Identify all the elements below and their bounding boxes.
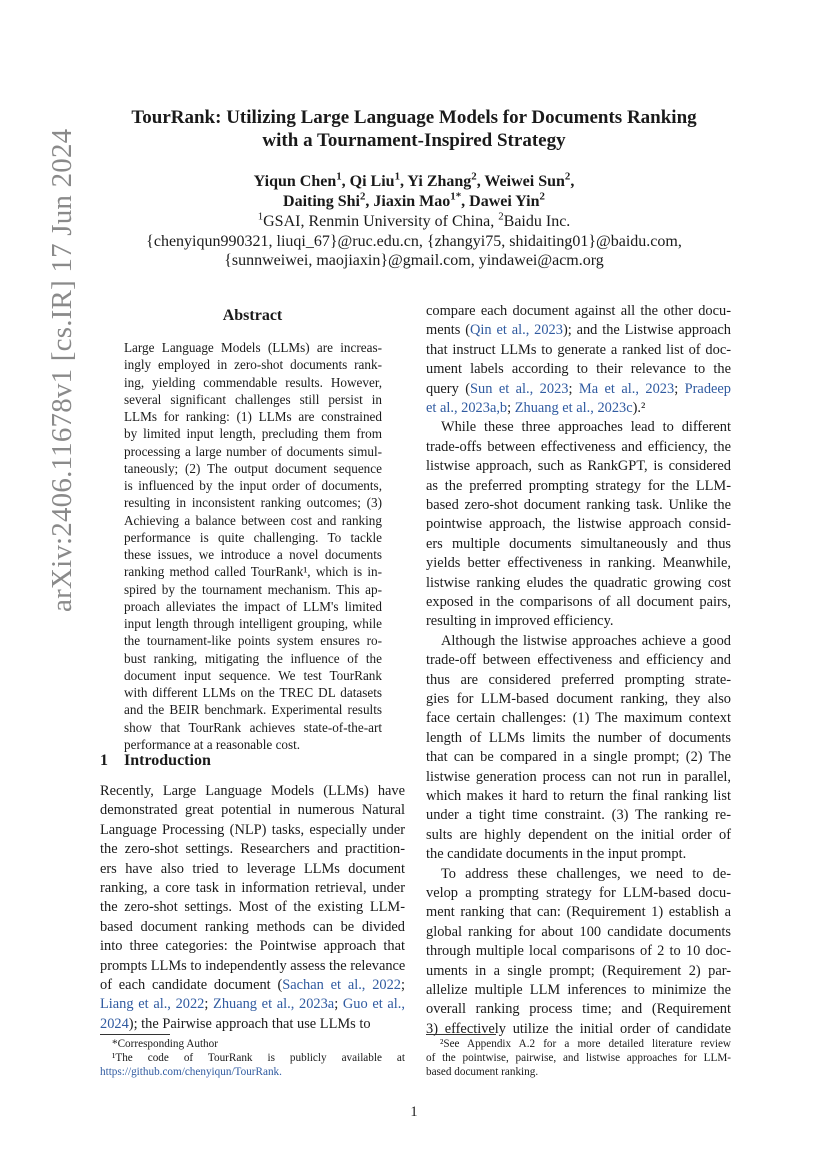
abstract-line: with different LLMs on the TREC DL datasets [124,685,382,700]
body-line: et al., 2023a,b; Zhuang et al., 2023c).² [426,400,646,416]
body-line: listwise approach, such as RankGPT, is considered [426,458,731,475]
section-number: 1 [100,752,108,769]
body-line: the zero-shot settings. Most of the existing LLM- [100,899,405,916]
emails-line-1: {chenyiqun990321, liuqi_67}@ruc.edu.cn, {zhangyi75, shidaiting01}@baidu.com, [146,233,682,250]
body-line: through multiple local comparisons of 2 to 10 doc- [426,943,731,960]
body-line: the zero-shot settings. Researchers and practition- [100,841,405,858]
body-line: that instruct LLMs to generate a ranked list of doc- [426,341,731,358]
body-line: gies for LLM-based document ranking, they also [426,691,731,707]
authors-line-2: Daiting Shi$^2$, Jiaxin Mao$^{1*}$, Dawei Yin$^2$ [283,190,545,210]
paper-title-line-2: with a Tournament-Inspired Strategy [262,130,566,151]
abstract-heading: Abstract [222,307,283,324]
body-line: ument labels according to their relevance to the [426,361,731,378]
body-line: thus are considered preferred prompting strate- [426,671,731,688]
body-line: which makes it hard to return the final ranking list [426,788,731,804]
body-line: global ranking for about 100 candidate documents [426,923,731,940]
abstract-line: and the BEIR benchmark. Experimental results [124,702,382,718]
abstract-line: ing, yielding commendable results. However, [124,374,382,390]
footnote-rule-left [100,1034,170,1035]
abstract-line: LLMs for ranking: (1) LLMs are constrained [124,409,382,424]
abstract-line: several significant challenges still persist in [124,391,382,407]
body-line: Although the listwise approaches achieve a good [441,632,731,649]
footnote-rule-right [426,1034,496,1035]
footnote-line: of the pointwise, pairwise, and listwise approaches for LLM- [426,1052,731,1064]
abstract-line: by limited input length, precluding them from [124,426,382,442]
body-line: that can be compared in a single prompt; (2) The [426,749,731,766]
body-line: yields better effectiveness in ranking. Meanwhile, [426,555,731,572]
abstract-line: document input sequence. We test TourRank [124,667,382,683]
body-line: compare each document against all the other docu- [426,303,731,319]
abstract-line: Achieving a balance between cost and ranking [124,512,382,528]
section-title: Introduction [124,752,211,769]
abstract-line: taneously; (2) The output document sequence [124,460,382,476]
emails-line-2: {sunnweiwei, maojiaxin}@gmail.com, yindawei@acm.org [224,252,604,269]
footnote-line: based document ranking. [426,1066,539,1078]
abstract-line: these issues, we introduce a novel documents [124,547,382,562]
abstract-line: show that TourRank achieves state-of-the-art [124,719,382,735]
body-line: velop a prompting strategy for LLM-based docu- [426,885,731,901]
abstract-line: Large Language Models (LLMs) are increas- [124,340,382,355]
body-line: ment ranking that can: (Requirement 1) establish a [426,904,731,921]
body-line: demonstrated great potential in numerous Natural [100,802,405,819]
body-line: trade-off between effectiveness and efficiency and [426,652,731,669]
body-line: listwise ranking eludes the quadratic growing cost [426,574,731,591]
body-line: listwise generation process can not run in parallel, [426,768,731,785]
body-line: prompts LLMs to independently assess the relevance [100,957,406,974]
footnote-line: *Corresponding Author [112,1038,218,1050]
affiliation: $^1$GSAI, Renmin University of China, $^2$Baidu Inc. [257,210,571,230]
body-line: the candidate documents in the input prompt. [426,846,687,863]
body-line: into three categories: the Pointwise approach that [100,938,405,955]
body-line: ments (Qin et al., 2023); and the Listwise approach [426,322,732,339]
body-line: ers multiple documents simultaneously and thus [426,535,731,552]
authors-line-1: Yiqun Chen$^1$, Qi Liu$^1$, Yi Zhang$^2$, Weiwei Sun$^2$, [253,170,575,190]
abstract-line: the tournament-like points system ensures ro- [124,633,382,649]
body-line: allelize multiple LLM inferences to minimize the [426,982,731,998]
footnote-line: ¹The code of TourRank is publicly available at [112,1052,405,1064]
body-line: overall ranking process time; and (Requirement [426,1001,731,1018]
body-line: based zero-shot document ranking task. Unlike the [426,497,731,513]
abstract-line: ranking method called TourRank¹, which is in- [124,564,382,580]
body-line: sults are highly dependent on the initial order of [426,826,731,843]
body-line: under a tight time constraint. (3) The ranking re- [426,807,731,824]
abstract-line: resulting in inconsistent ranking outcomes; (3) [124,495,382,511]
page-number: 1 [410,1104,418,1120]
body-line: 2024); the Pairwise approach that use LLMs to [100,1015,371,1032]
body-line: trade-offs between effectiveness and efficiency, the [426,438,731,455]
body-line: face certain challenges: (1) The maximum context [426,710,731,727]
body-line: pointwise approach, the listwise approach consid- [426,516,731,533]
body-line: ranking, a core task in information retrieval, under [100,880,405,896]
abstract-line: proach alleviates the impact of LLM's limited [124,598,382,614]
body-line: 3) effectively utilize the initial order of candidate [426,1020,731,1037]
repo-link[interactable]: https://github.com/chenyiqun/TourRank. [100,1066,282,1078]
body-line: as the preferred prompting strategy for the LLM- [426,477,731,494]
body-line: exposed in the comparisons of all document pairs, [426,594,731,610]
abstract-line: spired by the tournament mechanism. This ap- [124,581,382,597]
body-line: based document ranking methods can be divided [100,918,405,935]
body-line: ers have also tried to leverage LLMs document [100,860,405,877]
body-line: Recently, Large Language Models (LLMs) have [100,783,405,799]
body-line: length of LLMs limits the number of documents [426,729,731,746]
abstract-line: is influenced by the input order of documents, [124,478,382,493]
body-line: query (Sun et al., 2023; Ma et al., 2023; Pradeep [426,380,731,397]
body-line: To address these challenges, we need to de- [441,865,731,882]
footnote-line: ²See Appendix A.2 for a more detailed literature review [440,1038,731,1050]
abstract-line: ingly employed in zero-shot documents rank- [124,357,382,373]
abstract-line: input length through intelligent grouping, while [124,616,382,631]
body-line: uments in a single prompt; (Requirement 2) par- [426,962,731,979]
body-line: Liang et al., 2022; Zhuang et al., 2023a; Guo et al., [100,996,405,1013]
body-line: Language Processing (NLP) tasks, especially under [100,821,405,838]
abstract-line: processing a large number of documents simul- [124,443,382,459]
abstract-line: performance at a reasonable cost. [124,736,301,752]
body-line: resulting in improved efficiency. [426,613,614,630]
body-line: While these three approaches lead to different [441,419,731,436]
arxiv-stamp: arXiv:2406.11678v1 [cs.IR] 17 Jun 2024 [46,128,78,612]
abstract-line: bust ranking, mitigating the influence of the [124,650,382,666]
paper-title-line-1: TourRank: Utilizing Large Language Models for Documents Ranking [131,107,697,128]
body-line: of each candidate document (Sachan et al., 2022; [100,977,405,993]
abstract-line: performance is quite challenging. To tackle [124,529,382,545]
